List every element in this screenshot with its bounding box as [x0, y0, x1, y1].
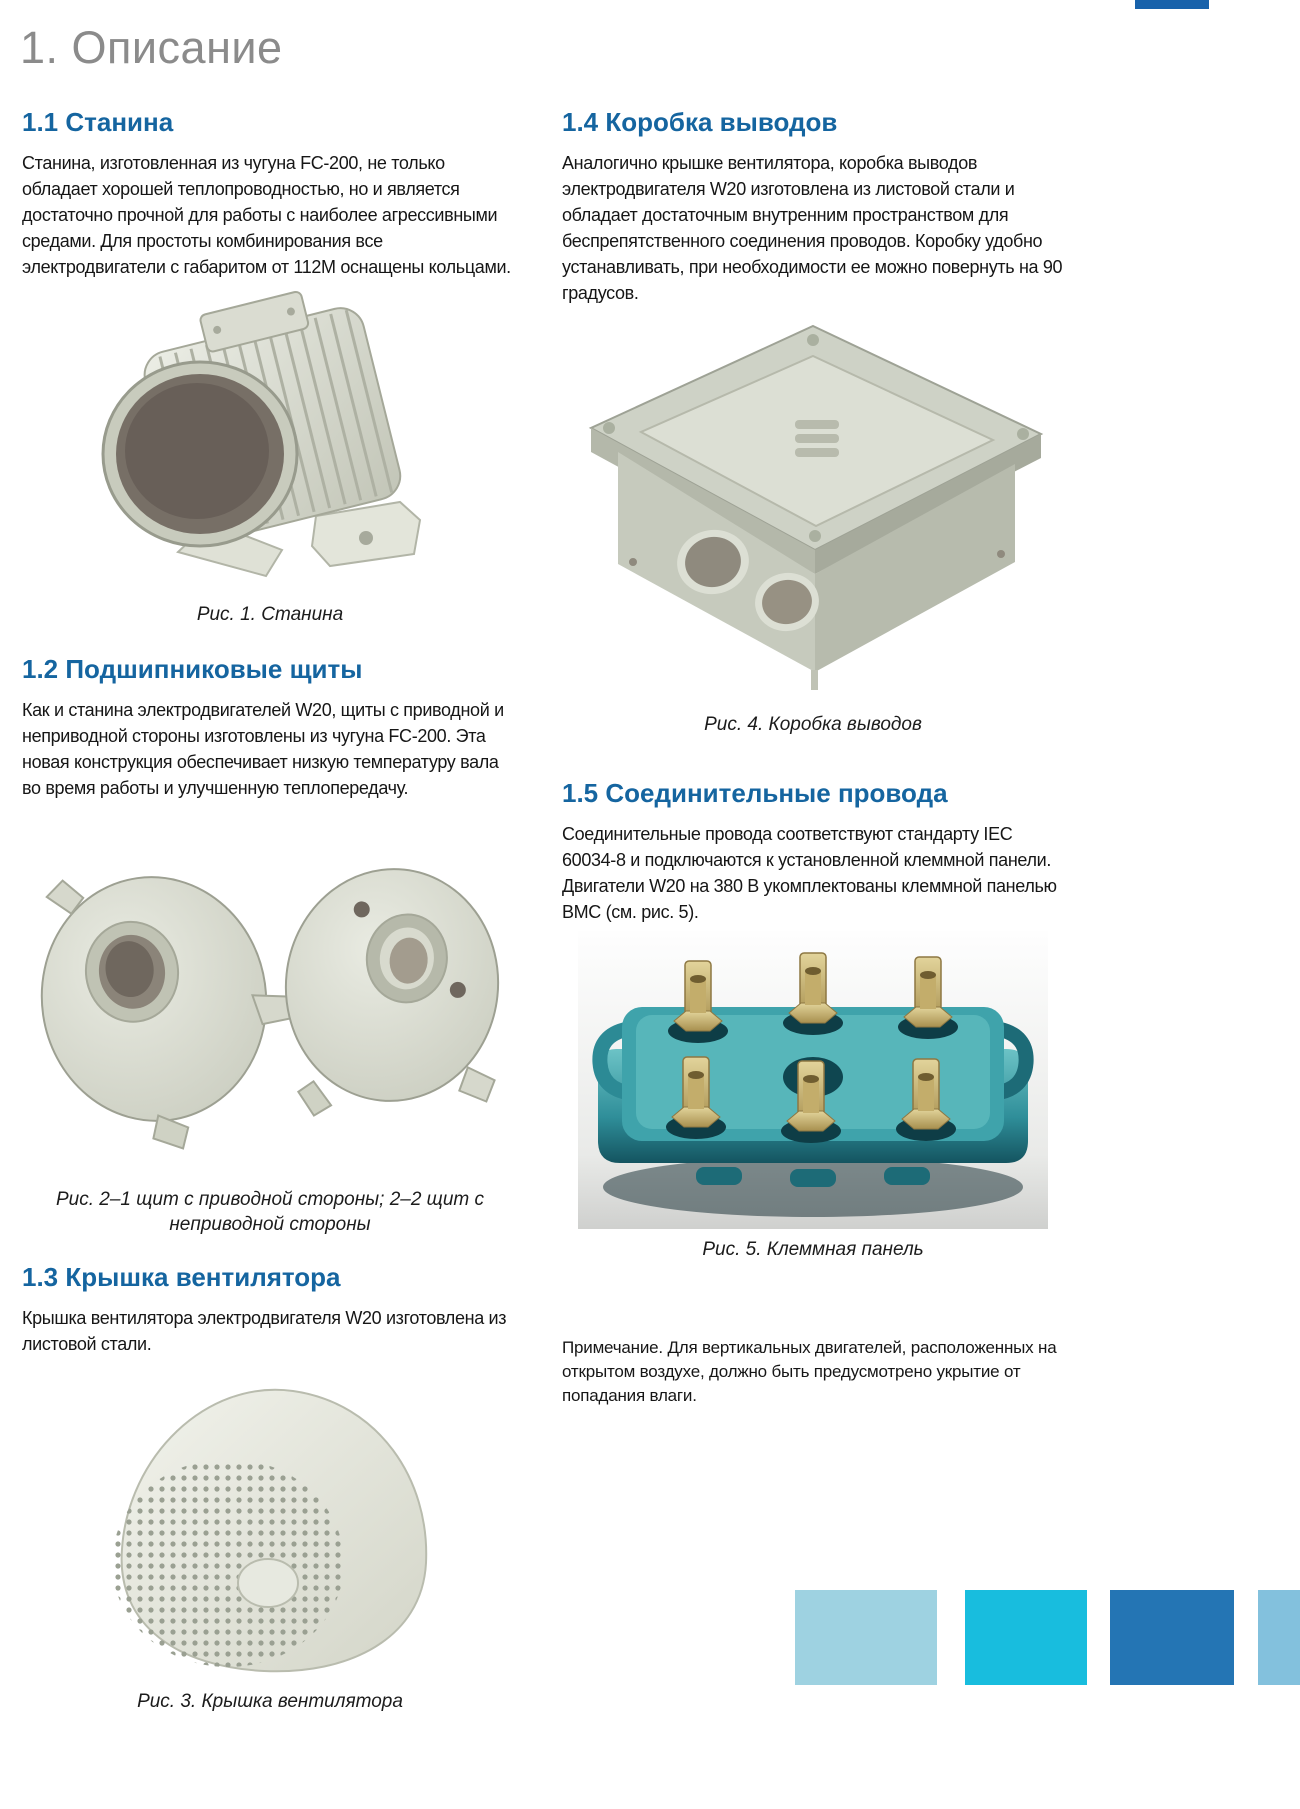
figure-shields [22, 807, 518, 1237]
figure-frame [22, 286, 518, 627]
figure-fan-cover [22, 1363, 518, 1714]
figure-terminal-panel-caption: Рис. 5. Клеммная панель [702, 1238, 924, 1260]
section-heading-fan-cover: 1.3 Крышка вентилятора [22, 1261, 341, 1292]
palette-square-3 [1110, 1590, 1234, 1685]
section-heading-frame: 1.1 Станина [22, 107, 174, 137]
bearing-shields-image [24, 807, 516, 1179]
terminal-box-image [563, 312, 1063, 704]
left-column [22, 108, 518, 1714]
section-heading-shields: 1.2 Подшипниковые щиты [22, 653, 363, 684]
section-heading-wires: 1.5 Соединительные провода [562, 777, 948, 808]
top-accent-bar [1135, 0, 1209, 9]
motor-frame-image [60, 286, 480, 594]
figure-terminal-box-caption: Рис. 4. Коробка выводов [704, 713, 922, 735]
figure-frame-caption: Рис. 1. Станина [196, 603, 344, 625]
section-heading-terminal-box: 1.4 Коробка выводов [562, 107, 838, 137]
note-text: Примечание. Для вертикальных двигателей, расположенных на открытом воздухе, должно быть предусмотрено укрытие от попадания влаги. [562, 1337, 1057, 1405]
page-title: 1. Описание [20, 22, 283, 73]
palette-square-4 [1258, 1590, 1300, 1685]
section-body-frame: Станина, изготовленная из чугуна FC-200, не только обладает хорошей теплопроводностью, но и является достаточно прочной для работы с наиболее агрессивными средами. Для простоты комбинирования все электродвигатели с габаритом от 112М оснащены кольцами. [22, 152, 511, 277]
right-column [562, 108, 1064, 1408]
figure-terminal-panel [562, 931, 1064, 1262]
section-body-shields: Как и станина электродвигателей W20, щиты с приводной и неприводной стороны изготовлены из чугуна FC-200. Эта новая конструкция обеспечивает низкую температуру вала во время работы и улучшенную теплопередачу. [22, 699, 504, 798]
palette-square-2 [965, 1590, 1087, 1685]
figure-shields-caption: Рис. 2–1 щит с приводной стороны; 2–2 щит с неприводной стороны [55, 1188, 485, 1235]
figure-terminal-box [562, 312, 1064, 737]
palette-square-1 [795, 1590, 937, 1685]
section-body-fan-cover: Крышка вентилятора электродвигателя W20 изготовлена из листовой стали. [22, 1307, 507, 1354]
figure-fan-cover-caption: Рис. 3. Крышка вентилятора [137, 1690, 403, 1712]
fan-cover-image [80, 1363, 460, 1681]
terminal-panel-image [578, 931, 1048, 1229]
section-body-wires: Соединительные провода соответствуют стандарту IEC 60034-8 и подключаются к установленной клеммной панели. Двигатели W20 на 380 В укомплектованы клеммной панелью BMC (см. рис. 5). [562, 823, 1057, 922]
section-body-terminal-box: Аналогично крышке вентилятора, коробка выводов электродвигателя W20 изготовлена из листовой стали и обладает достаточным внутренним пространством для беспрепятственного соединения проводов. Коробку удобно устанавливать, при необходимости ее можно повернуть на 90 градусов. [562, 152, 1063, 303]
